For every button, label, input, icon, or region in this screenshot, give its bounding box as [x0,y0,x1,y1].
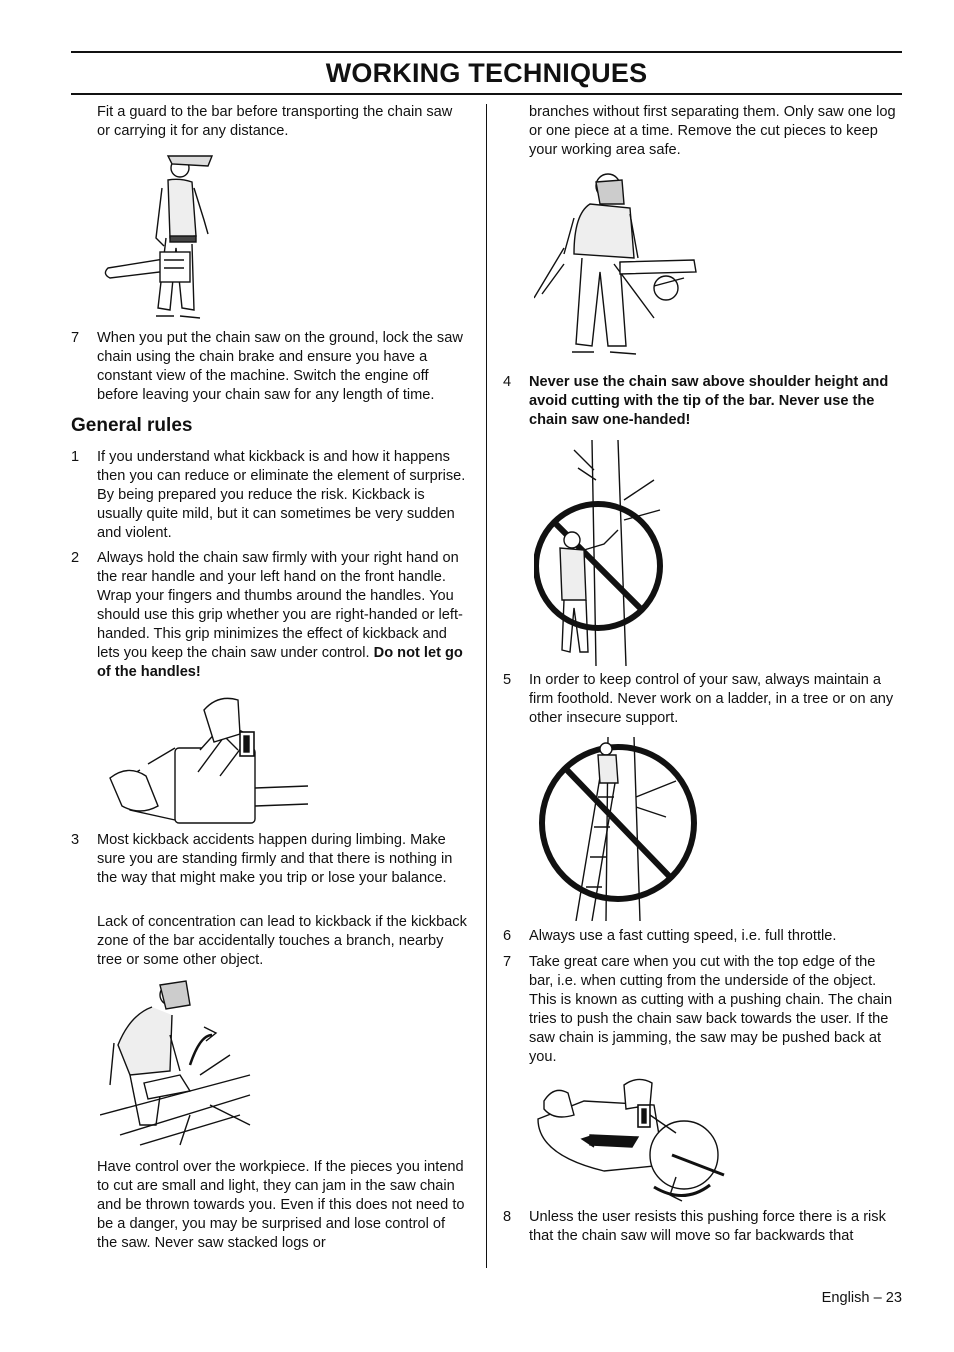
item-number: 1 [71,449,80,465]
list-item-text: Never use the chain saw above shoulder height and avoid cutting with the tip of the bar. Never use the chain saw one-handed! [529,374,889,428]
list-item-text [97,549,469,682]
item-number: 3 [71,832,80,848]
item-number: 7 [503,954,512,970]
paragraph: Have control over the workpiece. If the pieces you intend to cut are small and light, they can jam in the saw chain and be thrown towards you. Even if this does not need to be a danger, you may be surprised and lose control of the saw. Never saw stacked logs or [97,1159,465,1251]
page-number: English – 23 [821,1290,902,1306]
item-number: 7 [71,330,80,346]
column-divider [486,104,487,1268]
item-number: 2 [71,550,80,566]
carrying-chainsaw-illustration [100,148,220,328]
no-ladder-cutting-illustration [536,737,702,921]
pushing-chain-illustration [534,1075,728,1205]
header-rule-top [71,51,902,53]
grip-handles-illustration [100,690,310,830]
item2-bold: Do not let go of the handles! [97,645,463,680]
item2-text: Always hold the chain saw firmly with your right hand on the rear handle and your left hand on the front handle. Wrap your fingers and thumbs around the handles. You should use this grip whether you are right-handed or left-handed. This grip minimizes the effect of kickback and lets you keep the chain saw under control. [97,550,463,661]
list-item-text: Most kickback accidents happen during limbing. Make sure you are standing firmly and that there is nothing in the way that might make you trip or lose your balance. [97,832,453,886]
list-item-text: Take great care when you cut with the top edge of the bar, i.e. when cutting from the underside of the object. This is known as cutting with a pushing chain. The chain tries to push the chain saw back towards the user. If the saw chain is jamming, the saw may be pushed back at you. [529,954,893,1065]
paragraph: Lack of concentration can lead to kickback if the kickback zone of the bar accidentally touches a branch, nearby tree or some other object. [97,914,467,968]
paragraph-continued: branches without first separating them. Only saw one log or one piece at a time. Remove the cut pieces to keep your working area safe. [529,104,896,158]
list-item-text: If you understand what kickback is and how it happens then you can reduce or eliminate the element of surprise. By being prepared you reduce the risk. Kickback is usually quite mild, but it can sometimes be very sudden and violent. [97,449,466,541]
section-heading: General rules [71,415,193,436]
item-number: 4 [503,374,512,390]
list-item-text: When you put the chain saw on the ground, lock the saw chain using the chain brake and ensure you have a constant view of the machine. Switch the engine off before leaving your chain saw for any length of time. [97,330,463,403]
sawhorse-cutting-illustration [534,168,704,363]
list-item-text: Always use a fast cutting speed, i.e. full throttle. [529,928,837,944]
list-item-text: In order to keep control of your saw, always maintain a firm foothold. Never work on a ladder, in a tree or on any other insecure support. [529,672,894,726]
list-item-text: Unless the user resists this pushing force there is a risk that the chain saw will move so far backwards that [529,1209,886,1244]
no-overhead-cutting-illustration [534,440,668,666]
limbing-kickback-illustration [100,975,260,1155]
header-rule-bottom [71,93,902,95]
page-title: WORKING TECHNIQUES [325,58,648,88]
item-number: 6 [503,928,512,944]
intro-paragraph: Fit a guard to the bar before transporting the chain saw or carrying it for any distance. [97,104,453,139]
item-number: 5 [503,672,512,688]
item-number: 8 [503,1209,512,1225]
